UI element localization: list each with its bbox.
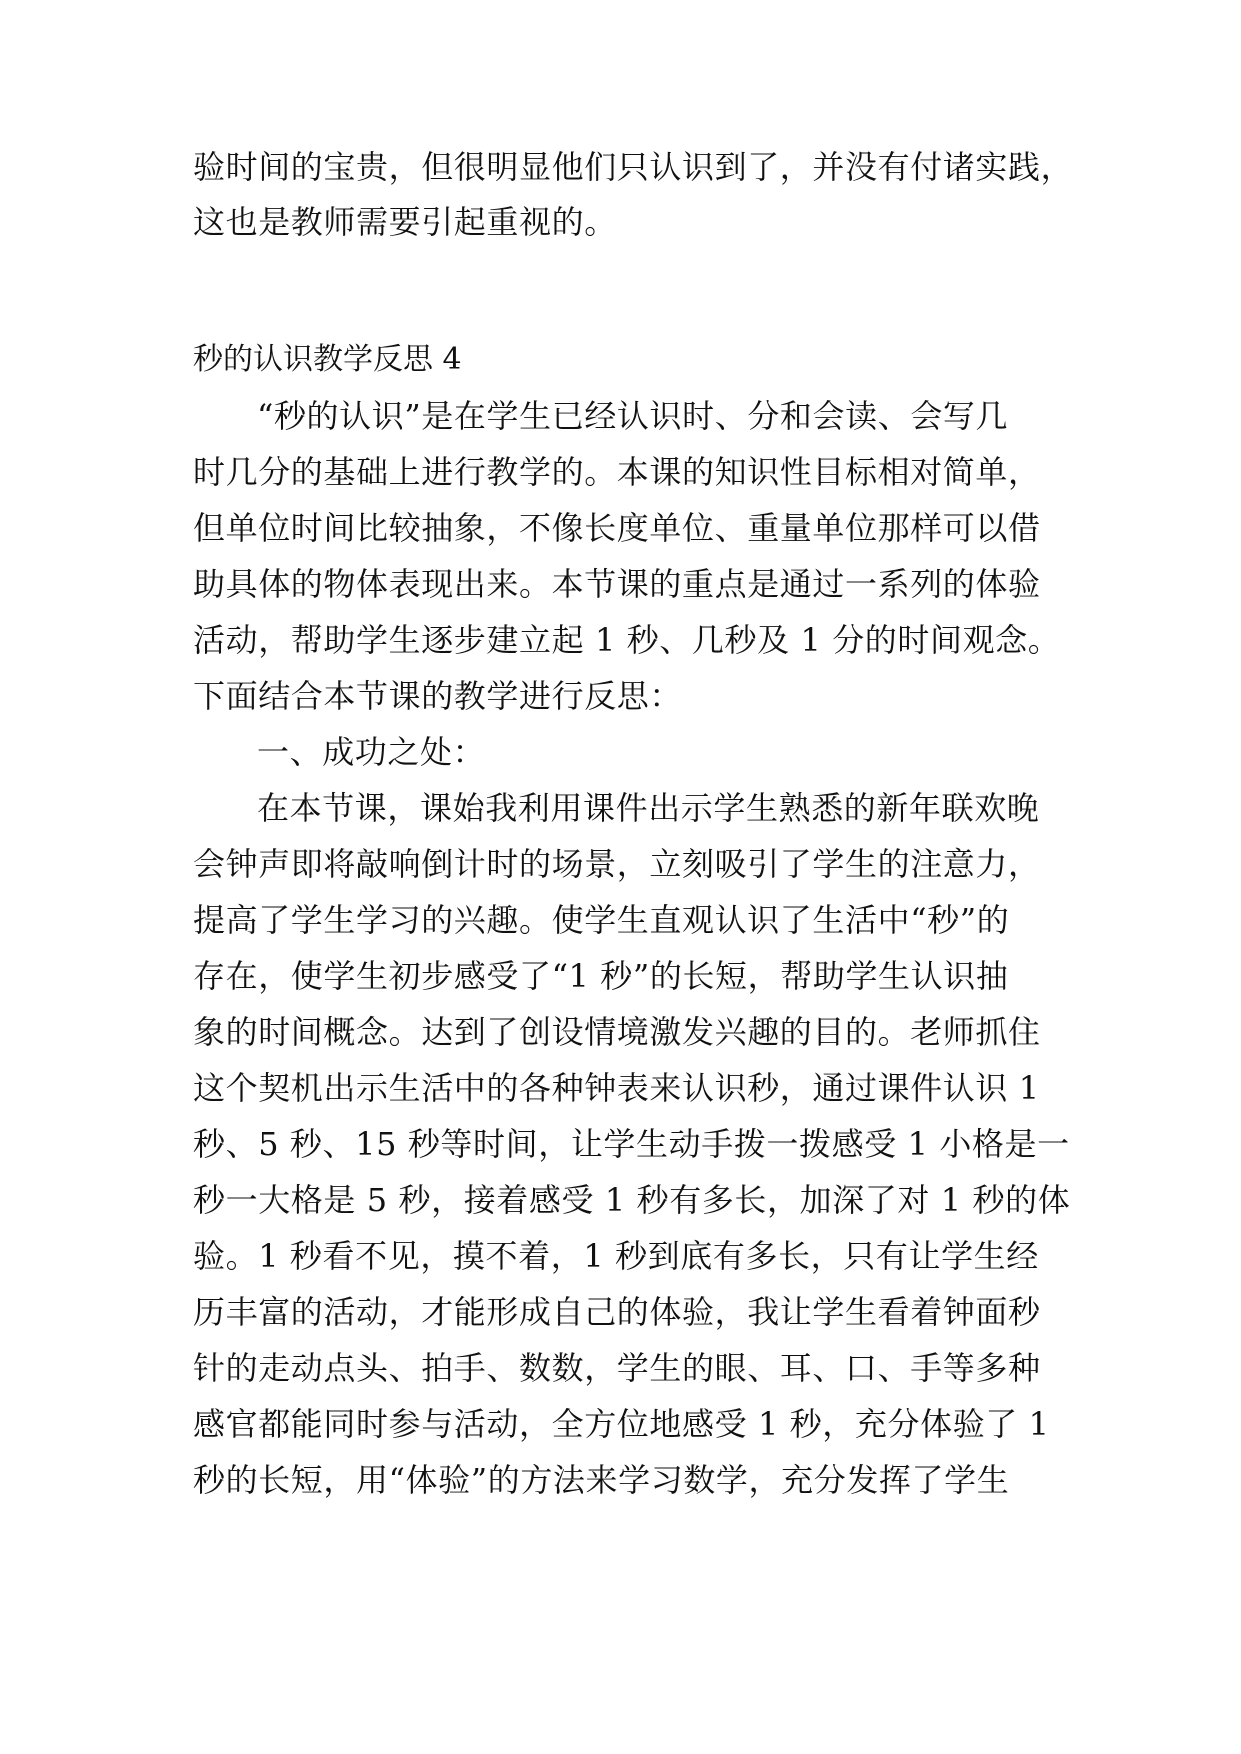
paragraph-line: 会钟声即将敲响倒计时的场景，立刻吸引了学生的注意力，	[193, 845, 1041, 883]
paragraph-line: 活动，帮助学生逐步建立起 1 秒、几秒及 1 分的时间观念。	[193, 621, 1061, 659]
paragraph-line: 提高了学生学习的兴趣。使学生直观认识了生活中“秒”的	[193, 901, 1010, 939]
paragraph-line: 时几分的基础上进行教学的。本课的知识性目标相对简单，	[193, 453, 1041, 491]
paragraph-line: 助具体的物体表现出来。本节课的重点是通过一系列的体验	[193, 565, 1041, 603]
paragraph-line: 针的走动点头、拍手、数数，学生的眼、耳、口、手等多种	[193, 1349, 1041, 1387]
paragraph-line: 验时间的宝贵，但很明显他们只认识到了，并没有付诸实践，	[193, 148, 1074, 186]
paragraph-line: 秒、5 秒、15 秒等时间，让学生动手拨一拨感受 1 小格是一	[193, 1125, 1070, 1163]
paragraph-line: 秒一大格是 5 秒，接着感受 1 秒有多长，加深了对 1 秒的体	[193, 1181, 1071, 1219]
section-title: 秒的认识教学反思 4	[193, 342, 462, 377]
paragraph-line: 在本节课，课始我利用课件出示学生熟悉的新年联欢晚	[257, 789, 1040, 827]
paragraph-line: 下面结合本节课的教学进行反思：	[193, 677, 683, 715]
paragraph-line: 验。1 秒看不见，摸不着，1 秒到底有多长，只有让学生经	[193, 1237, 1039, 1275]
paragraph-line: 这也是教师需要引起重视的。	[193, 203, 617, 241]
paragraph-line: 但单位时间比较抽象，不像长度单位、重量单位那样可以借	[193, 509, 1041, 547]
section-heading: 一、成功之处：	[257, 733, 486, 771]
paragraph-line: 感官都能同时参与活动，全方位地感受 1 秒，充分体验了 1	[193, 1405, 1050, 1443]
paragraph-line: 秒的长短，用“体验”的方法来学习数学，充分发挥了学生	[193, 1461, 1010, 1499]
paragraph-line: 象的时间概念。达到了创设情境激发兴趣的目的。老师抓住	[193, 1013, 1041, 1051]
paragraph-line: 历丰富的活动，才能形成自己的体验，我让学生看着钟面秒	[193, 1293, 1041, 1331]
paragraph-line: 存在，使学生初步感受了“1 秒”的长短，帮助学生认识抽	[193, 957, 1009, 995]
paragraph-line: “秒的认识”是在学生已经认识时、分和会读、会写几	[257, 397, 1009, 435]
paragraph-line: 这个契机出示生活中的各种钟表来认识秒，通过课件认识 1	[193, 1069, 1040, 1107]
